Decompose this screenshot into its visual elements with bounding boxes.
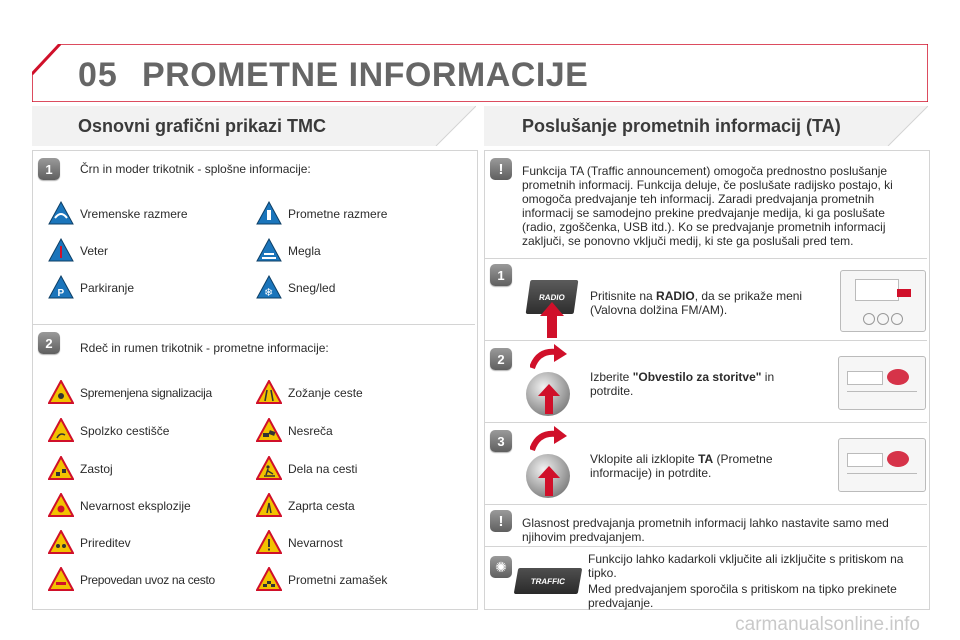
divider — [33, 324, 475, 325]
item-label: Prireditev — [80, 536, 131, 550]
step1-text — [590, 289, 826, 317]
step-badge-3: 3 — [490, 430, 512, 452]
item-label: Parkiranje — [80, 281, 135, 295]
step2-pre: Izberite — [590, 370, 633, 384]
accident-icon — [256, 418, 282, 442]
item-label: Prometne razmere — [288, 207, 388, 221]
volume-note: Glasnost predvajanja prometnih informacij lahko nastavite samo med njihovim predvajanjem. — [522, 516, 889, 544]
radio-unit-illustration — [838, 438, 926, 492]
item-label: Nevarnost eksplozije — [80, 499, 191, 513]
signal-change-icon — [48, 380, 74, 404]
step1-strong: RADIO — [656, 289, 695, 303]
item-label: Megla — [288, 244, 321, 258]
step3-pre: Vklopite ali izklopite — [590, 452, 699, 466]
page-title: PROMETNE INFORMACIJE — [142, 56, 589, 94]
tip-sun-icon: ✺ — [490, 556, 512, 578]
roadworks-icon — [256, 456, 282, 480]
item-label: Veter — [80, 244, 109, 258]
note-exclamation-icon: ! — [490, 510, 512, 532]
step2-post: in potrdite. — [590, 370, 775, 398]
ta-info-text: Funkcija TA (Traffic announcement) omogoča prednostno poslušanje prometnih informacij. Funkcija deluje, če poslušate radijsko postajo, ki omogoča predvajanje teh informacij. Zaradi predvajanja prometnih informacij se samodejno prekine predvajanje medija, ki ga poslušate (radio, zgoščenka, USB itd.). Ko se predvajanje prometnih informacij zaključi, se ponovno vključi medij, ki ste ga poslušali pred tem. — [522, 164, 893, 248]
no-entry-icon — [48, 567, 74, 591]
traffic-jam-icon — [256, 567, 282, 591]
item-label: Vremenske razmere — [80, 207, 188, 221]
explosion-icon — [48, 493, 74, 517]
step-badge-2: 2 — [38, 332, 60, 354]
item-label: Sneg/led — [288, 281, 336, 295]
step3-post: (Prometne informacije) in potrdite. — [590, 452, 773, 480]
traffic-button[interactable]: TRAFFIC — [514, 568, 583, 594]
event-icon — [48, 530, 74, 554]
danger-icon — [256, 530, 282, 554]
traffic-conditions-icon — [256, 201, 282, 225]
congestion-icon — [48, 456, 74, 480]
divider — [485, 422, 927, 423]
step1-pre: Pritisnite na — [590, 289, 657, 303]
step2-strong: "Obvestilo za storitve" — [632, 370, 762, 384]
parking-icon — [48, 275, 74, 299]
closed-road-icon — [256, 493, 282, 517]
left-section-title: Osnovni grafični prikazi TMC — [78, 116, 327, 136]
slippery-road-icon — [48, 418, 74, 442]
divider — [485, 258, 927, 259]
radio-unit-illustration — [840, 270, 926, 332]
section2-intro: Rdeč in rumen trikotnik - prometne informacije: — [80, 341, 329, 355]
svg-text:P: P — [57, 288, 65, 299]
item-label: Spolzko cestišče — [80, 424, 170, 438]
item-label: Nesreča — [288, 424, 333, 438]
weather-icon — [48, 201, 74, 225]
fog-icon — [256, 238, 282, 262]
right-section-title: Poslušanje prometnih informacij (TA) — [522, 116, 841, 136]
snow-icon — [256, 275, 282, 299]
section1-intro: Črn in moder trikotnik - splošne informacije: — [80, 162, 311, 176]
item-label: Zastoj — [80, 462, 113, 476]
road-narrows-icon — [256, 380, 282, 404]
traffic-line1: Funkcijo lahko kadarkoli vključite ali izključite s pritiskom na tipko. — [588, 552, 904, 580]
item-label: Zaprta cesta — [288, 499, 355, 513]
wind-icon — [48, 238, 74, 262]
item-label: Nevarnost — [288, 536, 343, 550]
press-arrow-icon — [540, 302, 564, 338]
rotate-arrow-icon — [530, 426, 568, 452]
svg-text:❄: ❄ — [264, 286, 274, 299]
info-exclamation-icon: ! — [490, 158, 512, 180]
chapter-number: 05 — [78, 56, 118, 94]
step-badge-1: 1 — [38, 158, 60, 180]
item-label: Spremenjena signalizacija — [80, 386, 212, 400]
press-arrow-icon — [538, 384, 560, 414]
item-label: Prometni zamašek — [288, 573, 388, 587]
traffic-line2: Med predvajanjem sporočila s pritiskom na tipko prekinete predvajanje. — [588, 582, 897, 610]
press-arrow-icon — [538, 466, 560, 496]
item-label: Zožanje ceste — [288, 386, 363, 400]
step2-text — [590, 370, 806, 398]
divider — [485, 504, 927, 505]
rotate-arrow-icon — [530, 344, 568, 370]
step3-strong: TA — [698, 452, 714, 466]
step1-post: , da se prikaže meni (Valovna dolžina FM/AM). — [590, 289, 803, 317]
step3-text — [590, 452, 804, 480]
item-label: Dela na cesti — [288, 462, 358, 476]
radio-button[interactable]: RADIO — [526, 280, 579, 314]
divider — [485, 546, 927, 547]
step-badge-1: 1 — [490, 264, 512, 286]
step-badge-2: 2 — [490, 348, 512, 370]
radio-unit-illustration — [838, 356, 926, 410]
watermark: carmanualsonline.info — [735, 614, 920, 635]
divider — [485, 340, 927, 341]
item-label: Prepovedan uvoz na cesto — [80, 573, 215, 587]
